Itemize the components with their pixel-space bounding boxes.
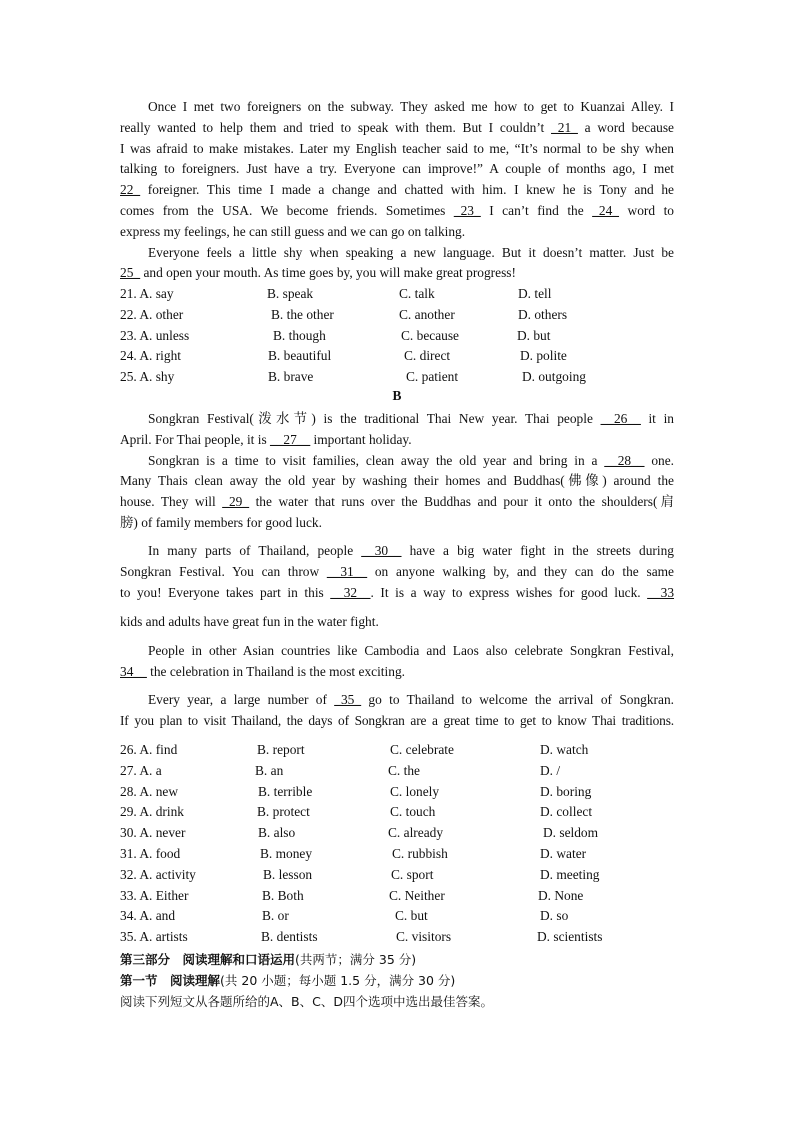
blank-32: __32__ [330, 584, 371, 600]
text-run: a word because [577, 119, 674, 135]
option-row [120, 305, 680, 326]
option: C. Neither [389, 887, 445, 903]
option: C. touch [390, 804, 436, 820]
option-row [120, 886, 680, 907]
option-row [120, 761, 680, 782]
option: 21. A. say [120, 286, 174, 301]
passage-line [120, 180, 674, 201]
option: D. scientists [537, 929, 603, 945]
text-run: go to Thailand to welcome the arrival of Songkran. [361, 692, 674, 707]
option-row [120, 865, 680, 886]
passage-line [120, 492, 674, 513]
option: 34. A. and [120, 908, 176, 924]
option-row [120, 906, 680, 927]
text-run: Everyone feels a little shy when speaking a new language. But it doesn’t matter. Just be [148, 244, 674, 260]
passage-line [120, 139, 674, 160]
passage-line [120, 430, 674, 451]
options-b [120, 740, 680, 948]
blank-23: _23_ [453, 202, 481, 218]
text-run: to you! Everyone takes part in this [120, 584, 331, 600]
option: 32. A. activity [120, 866, 196, 882]
blank-24: _24_ [592, 202, 619, 218]
passage-line [120, 118, 674, 139]
option: C. celebrate [390, 742, 454, 757]
option: D. meeting [540, 866, 600, 882]
passage-line [120, 243, 674, 264]
blank-28: __28__ [604, 452, 645, 468]
option: 27. A. a [120, 762, 162, 778]
blank-25: 25_ [120, 265, 141, 281]
instruction: 阅读下列短文从各题所给的A、B、C、D四个选项中选出最佳答案。 [120, 994, 493, 1009]
passage-b-4 [120, 641, 674, 683]
option-row [120, 284, 680, 305]
option: B. though [273, 327, 326, 343]
option: 30. A. never [120, 825, 186, 841]
option: 31. A. food [120, 845, 181, 861]
option: B. an [255, 762, 284, 778]
text-run: express my feelings, he can still guess and we can go on talking. [120, 223, 466, 239]
option: D. water [540, 845, 587, 861]
option: C. patient [406, 369, 459, 385]
text-run: on anyone walking by, and they can do the same [367, 563, 674, 579]
passage-line [120, 263, 674, 284]
text-run: foreigner. This time I made a change and chatted with him. I knew he is Tony and he [140, 182, 674, 198]
text-run: the water that runs over the Buddhas and pour it onto the shoulders(肩 [249, 494, 675, 510]
option-row [120, 326, 680, 347]
option: B. dentists [261, 929, 318, 945]
text-run: April. For Thai people, it is [120, 431, 271, 447]
passage-b-5 [120, 690, 674, 732]
passage-line [120, 159, 674, 180]
option: C. because [401, 327, 460, 343]
option: B. the other [271, 306, 334, 322]
passage-line [120, 513, 674, 534]
passage-line [120, 562, 674, 583]
option: C. the [388, 762, 420, 778]
blank-31: __31__ [326, 563, 368, 579]
passage-line [120, 711, 674, 732]
passage-b-2 [120, 541, 674, 603]
blank-35: _35_ [334, 692, 362, 707]
option: B. also [258, 825, 296, 841]
option: D. polite [520, 348, 567, 364]
passage-line [120, 222, 674, 243]
option-row [120, 367, 680, 388]
option: 25. A. shy [120, 369, 175, 385]
passage-line [120, 97, 674, 118]
part3-heading [120, 950, 416, 968]
text-run: kids and adults have great fun in the water fight. [120, 614, 379, 629]
passage-a [120, 97, 674, 284]
option: B. speak [267, 286, 314, 301]
text-run: important holiday. [310, 431, 412, 447]
passage-line [120, 409, 674, 430]
blank-26: __26__ [600, 411, 641, 426]
passage-line [120, 641, 674, 662]
part3-heading-rest: (共两节；满分 35 分) [295, 952, 417, 967]
option: B. money [260, 845, 313, 861]
passage-line [120, 662, 674, 683]
option: 29. A. drink [120, 804, 184, 820]
blank-30: __30__ [361, 543, 402, 558]
option: 28. A. new [120, 783, 179, 799]
option-row [120, 782, 680, 803]
text-run: People in other Asian countries like Cambodia and Laos also celebrate Songkran Festival, [148, 643, 674, 658]
passage-b-1 [120, 409, 674, 534]
option: D. so [540, 908, 569, 924]
option: D. None [538, 887, 584, 903]
blank-27: __27__ [270, 431, 311, 447]
option: D. collect [540, 804, 593, 820]
section1-heading [120, 971, 455, 989]
text-run: 膀) of family members for good luck. [120, 514, 322, 530]
option: 33. A. Either [120, 887, 189, 903]
passage-line [120, 451, 674, 472]
passage-line [120, 583, 674, 604]
option-row [120, 844, 680, 865]
option: D. tell [518, 286, 552, 301]
option: 26. A. find [120, 742, 178, 757]
part3-heading-bold: 第三部分 阅读理解和口语运用 [120, 952, 296, 967]
option-row [120, 346, 680, 367]
option-row [120, 823, 680, 844]
option: C. direct [404, 348, 451, 364]
text-run: I was afraid to make mistakes. Later my English teacher said to me, “It’s normal to be shy when [120, 140, 674, 156]
option: C. rubbish [392, 845, 448, 861]
option: 22. A. other [120, 306, 184, 322]
passage-line [120, 471, 674, 492]
text-run: In many parts of Thailand, people [148, 543, 362, 558]
option: 24. A. right [120, 348, 182, 364]
text-run: Songkran Festival(泼水节) is the traditional Thai New year. Thai people [148, 411, 601, 426]
option: C. already [388, 825, 444, 841]
passage-line [120, 201, 674, 222]
option: B. or [262, 908, 289, 924]
option: B. lesson [263, 866, 313, 882]
option: B. Both [262, 887, 304, 903]
option: D. outgoing [522, 369, 586, 385]
option-row [120, 927, 680, 948]
passage-b-3 [120, 612, 674, 633]
text-run: Once I met two foreigners on the subway. They asked me how to get to Kuanzai Alley. I [148, 99, 674, 114]
text-run: . It is a way to express wishes for good luck. [370, 584, 648, 600]
option: D. seldom [543, 825, 599, 841]
text-run: the celebration in Thailand is the most exciting. [146, 663, 405, 679]
option-row [120, 740, 680, 761]
option: D. boring [540, 783, 592, 799]
option-row [120, 802, 680, 823]
text-run: one. [644, 452, 675, 468]
option: C. another [399, 306, 455, 322]
text-run: have a big water fight in the streets during [401, 543, 674, 558]
blank-21: _21_ [551, 119, 578, 135]
option: C. sport [391, 866, 434, 882]
text-run: Songkran is a time to visit families, clean away the old year and bring in a [148, 452, 605, 468]
option: D. others [518, 306, 568, 322]
option: B. report [257, 742, 305, 757]
option: D. / [540, 762, 561, 778]
options-a [120, 284, 680, 388]
blank-22: 22_ [120, 182, 141, 198]
text-run: I can’t find the [480, 202, 593, 218]
option: 23. A. unless [120, 327, 190, 343]
section-b-label: B [392, 388, 402, 403]
passage-line [120, 541, 674, 562]
option: C. visitors [396, 929, 452, 945]
text-run: talking to foreigners. Just have a try. Everyone can improve!” A couple of months ago, I met [120, 161, 674, 177]
text-run: comes from the USA. We become friends. Sometimes [120, 202, 454, 218]
text-run: really wanted to help them and tried to speak with them. But I couldn’t [120, 119, 552, 135]
option: C. but [395, 908, 428, 924]
blank-34: 34__ [120, 663, 147, 679]
option: C. talk [399, 286, 435, 301]
option: B. brave [268, 369, 314, 385]
blank-33: __33 [647, 584, 675, 600]
option: B. terrible [258, 783, 313, 799]
passage-line [120, 612, 674, 633]
option: C. lonely [390, 783, 440, 799]
option: D. watch [540, 742, 589, 757]
blank-29: _29_ [222, 494, 250, 510]
text-run: and open your mouth. As time goes by, you will make great progress! [140, 265, 516, 281]
text-run: If you plan to visit Thailand, the days of Songkran are a great time to get to know Thai traditions. [120, 712, 674, 728]
option: B. protect [257, 804, 310, 820]
text-run: house. They will [120, 494, 223, 510]
section1-heading-rest: (共 20 小题；每小题 1.5 分，满分 30 分) [220, 973, 456, 988]
text-run: it in [640, 411, 674, 426]
passage-line [120, 690, 674, 711]
text-run: Every year, a large number of [148, 692, 335, 707]
option: D. but [517, 327, 551, 343]
text-run: word to [619, 202, 674, 218]
section1-heading-bold: 第一节 阅读理解 [120, 973, 221, 988]
text-run: Many Thais clean away the old year by washing their homes and Buddhas(佛像) around the [120, 473, 674, 489]
option: B. beautiful [268, 348, 332, 364]
option: 35. A. artists [120, 929, 188, 945]
text-run: Songkran Festival. You can throw [120, 563, 327, 579]
